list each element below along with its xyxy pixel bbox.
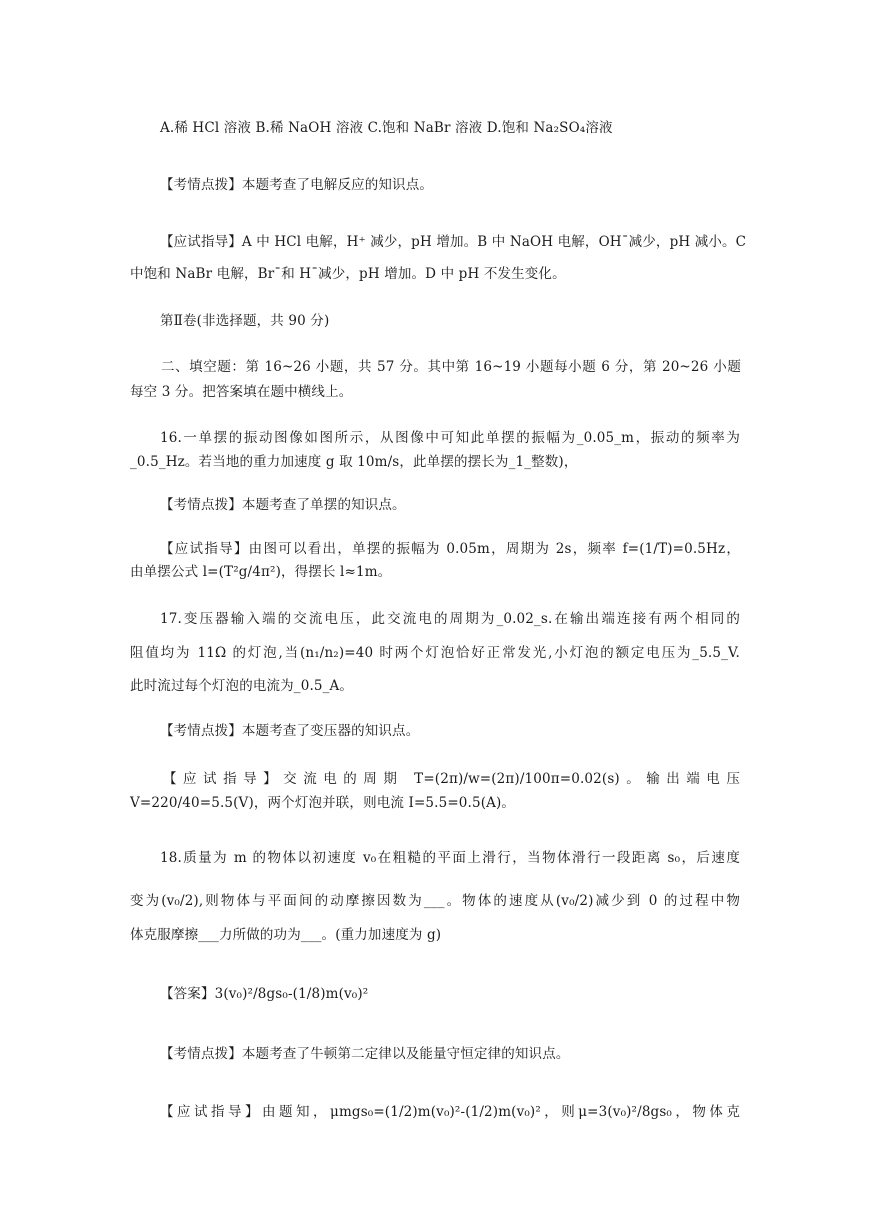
guidance-18-line-1: 【应试指导】由题知，μmgs₀=(1/2)m(v₀)²-(1/2)m(v₀)²，则μ=3(v₀)²/8gs₀，物体克 xyxy=(160,1104,740,1120)
fill-blank-instructions-line-1: 二、填空题：第 16~26 小题，共 57 分。其中第 16~19 小题每小题 6 分，第 20~26 小题 xyxy=(161,359,741,375)
question-18-line-1: 18.质量为 m 的物体以初速度 v₀在粗糙的平面上滑行，当物体滑行一段距离 s₀，后速度 xyxy=(160,850,740,866)
guidance-15-line-1: 【应试指导】A 中 HCl 电解，H⁺ 减少，pH 增加。B 中 NaOH 电解，OH¯减少，pH 减小。C xyxy=(160,234,747,250)
analysis-tip-17: 【考情点拨】本题考查了变压器的知识点。 xyxy=(160,723,420,739)
question-16-line-1: 16.一单摆的振动图像如图所示，从图像中可知此单摆的振幅为_0.05_m，振动的频率为 xyxy=(160,430,740,446)
section-2-heading: 第Ⅱ卷(非选择题，共 90 分) xyxy=(160,313,330,329)
question-18-line-2: 变为(v₀/2),则物体与平面间的动摩擦因数为___。物体的速度从(v₀/2)减少到 0 的过程中物 xyxy=(130,893,740,909)
guidance-17-line-1: 【应试指导】交流电的周期 T=(2π)/w=(2π)/100π=0.02(s)。输出端电压 xyxy=(163,771,740,787)
guidance-17-line-2: V=220/40=5.5(V)，两个灯泡并联，则电流 I=5.5=0.5(A)。 xyxy=(130,795,516,811)
question-18-line-3: 体克服摩擦___力所做的功为___。(重力加速度为 g) xyxy=(130,927,442,943)
guidance-16-line-1: 【应试指导】由图可以看出，单摆的振幅为 0.05m，周期为 2s，频率 f=(1/T)=0.5Hz， xyxy=(160,541,740,557)
answer-18: 【答案】3(v₀)²/8gs₀-(1/8)m(v₀)² xyxy=(160,986,369,1002)
analysis-tip-18: 【考情点拨】本题考查了牛顿第二定律以及能量守恒定律的知识点。 xyxy=(160,1046,570,1062)
question-17-line-3: 此时流过每个灯泡的电流为_0.5_A。 xyxy=(130,678,354,694)
question-15-options: A.稀 HCl 溶液 B.稀 NaOH 溶液 C.饱和 NaBr 溶液 D.饱和 Na₂SO₄溶液 xyxy=(160,120,613,136)
fill-blank-instructions-line-2: 每空 3 分。把答案填在题中横线上。 xyxy=(130,384,353,400)
question-17-line-2: 阻值均为 11Ω 的灯泡,当(n₁/n₂)=40 时两个灯泡恰好正常发光,小灯泡的额定电压为_5.5_V. xyxy=(130,645,740,661)
question-17-line-1: 17.变压器输入端的交流电压，此交流电的周期为_0.02_s.在输出端连接有两个相同的 xyxy=(160,611,740,627)
question-16-line-2: _0.5_Hz。若当地的重力加速度 g 取 10m/s，此单摆的摆长为_1_整数)， xyxy=(130,454,578,470)
analysis-tip-15: 【考情点拨】本题考查了电解反应的知识点。 xyxy=(160,177,433,193)
guidance-15-line-2: 中饱和 NaBr 电解，Br¯和 H¯减少，pH 增加。D 中 pH 不发生变化。 xyxy=(130,266,566,282)
guidance-16-line-2: 由单摆公式 l=(T²g/4π²)，得摆长 l≈1m。 xyxy=(130,564,392,580)
analysis-tip-16: 【考情点拨】本题考查了单摆的知识点。 xyxy=(160,497,406,513)
